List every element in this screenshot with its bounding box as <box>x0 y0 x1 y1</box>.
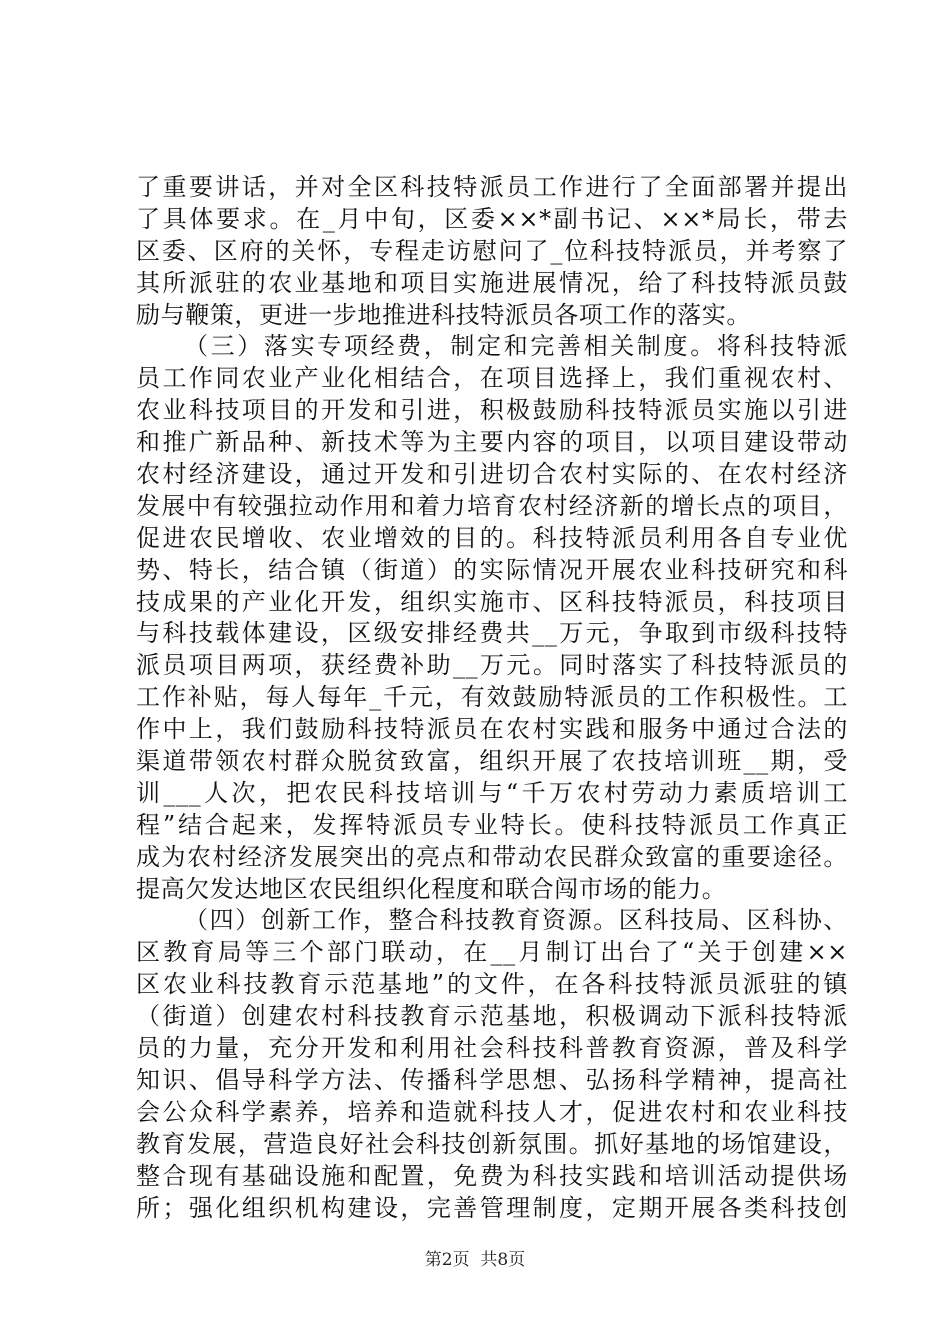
text-line: 工作补贴，每人每年_千元，有效鼓励特派员的工作积极性。工 <box>136 683 848 712</box>
section-heading-line: （三）落实专项经费，制定和完善相关制度。将科技特派 <box>184 332 848 361</box>
document-body <box>136 172 848 1224</box>
text-line: 区教育局等三个部门联动，在__月制订出台了“关于创建×× <box>136 938 848 967</box>
text-line: 成为农村经济发展突出的亮点和带动农民群众致富的重要途径。 <box>136 842 848 871</box>
text-line: 发展中有较强拉动作用和着力培育农村经济新的增长点的项目， <box>136 491 848 520</box>
text-line: 所；强化组织机构建设，完善管理制度，定期开展各类科技创 <box>136 1193 848 1222</box>
text-line: 作中上，我们鼓励科技特派员在农村实践和服务中通过合法的 <box>136 715 848 744</box>
text-line: 技成果的产业化开发，组织实施市、区科技特派员，科技项目 <box>136 587 848 616</box>
text-line: 农业科技项目的开发和引进，积极鼓励科技特派员实施以引进 <box>136 396 848 425</box>
text-line: 了具体要求。在_月中旬，区委××*副书记、××*局长，带去 <box>136 204 848 233</box>
text-line: 促进农民增收、农业增效的目的。科技特派员利用各自专业优 <box>136 523 848 552</box>
text-line: 农村经济建设，通过开发和引进切合农村实际的、在农村经济 <box>136 460 848 489</box>
text-line: 程”结合起来，发挥特派员专业特长。使科技特派员工作真正 <box>136 810 848 839</box>
page-number-footer: 第2页 共8页 <box>424 1250 526 1270</box>
text-line: 提高欠发达地区农民组织化程度和联合闯市场的能力。 <box>136 874 727 903</box>
text-line: 员工作同农业产业化相结合，在项目选择上，我们重视农村、 <box>136 364 848 393</box>
text-line: 势、特长，结合镇（街道）的实际情况开展农业科技研究和科 <box>136 555 848 584</box>
text-line: 励与鞭策，更进一步地推进科技特派员各项工作的落实。 <box>136 300 751 329</box>
text-line: 了重要讲话，并对全区科技特派员工作进行了全面部署并提出 <box>136 173 848 201</box>
text-line: （街道）创建农村科技教育示范基地，积极调动下派科技特派 <box>136 1002 848 1031</box>
text-line: 渠道带领农村群众脱贫致富，组织开展了农技培训班__期，受 <box>136 747 848 776</box>
text-line: 教育发展，营造良好社会科技创新氛围。抓好基地的场馆建设， <box>136 1129 848 1158</box>
text-line: 整合现有基础设施和配置，免费为科技实践和培训活动提供场 <box>136 1161 848 1190</box>
text-line: 会公众科学素养，培养和造就科技人才，促进农村和农业科技 <box>136 1097 848 1126</box>
text-line: 其所派驻的农业基地和项目实施进展情况，给了科技特派员鼓 <box>136 268 848 297</box>
text-line: 区委、区府的关怀，专程走访慰问了_位科技特派员，并考察了 <box>136 236 848 265</box>
section-heading-line: （四）创新工作，整合科技教育资源。区科技局、区科协、 <box>184 906 848 935</box>
text-line: 员的力量，充分开发和利用社会科技科普教育资源，普及科学 <box>136 1034 848 1063</box>
text-line: 与科技载体建设，区级安排经费共__万元，争取到市级科技特 <box>136 619 848 648</box>
text-line: 训___人次，把农民科技培训与“千万农村劳动力素质培训工 <box>136 778 848 807</box>
text-line: 和推广新品种、新技术等为主要内容的项目，以项目建设带动 <box>136 428 848 457</box>
text-line: 派员项目两项，获经费补助__万元。同时落实了科技特派员的 <box>136 651 848 680</box>
text-line: 知识、倡导科学方法、传播科学思想、弘扬科学精神，提高社 <box>136 1065 848 1094</box>
text-line: 区农业科技教育示范基地”的文件，在各科技特派员派驻的镇 <box>136 970 848 999</box>
